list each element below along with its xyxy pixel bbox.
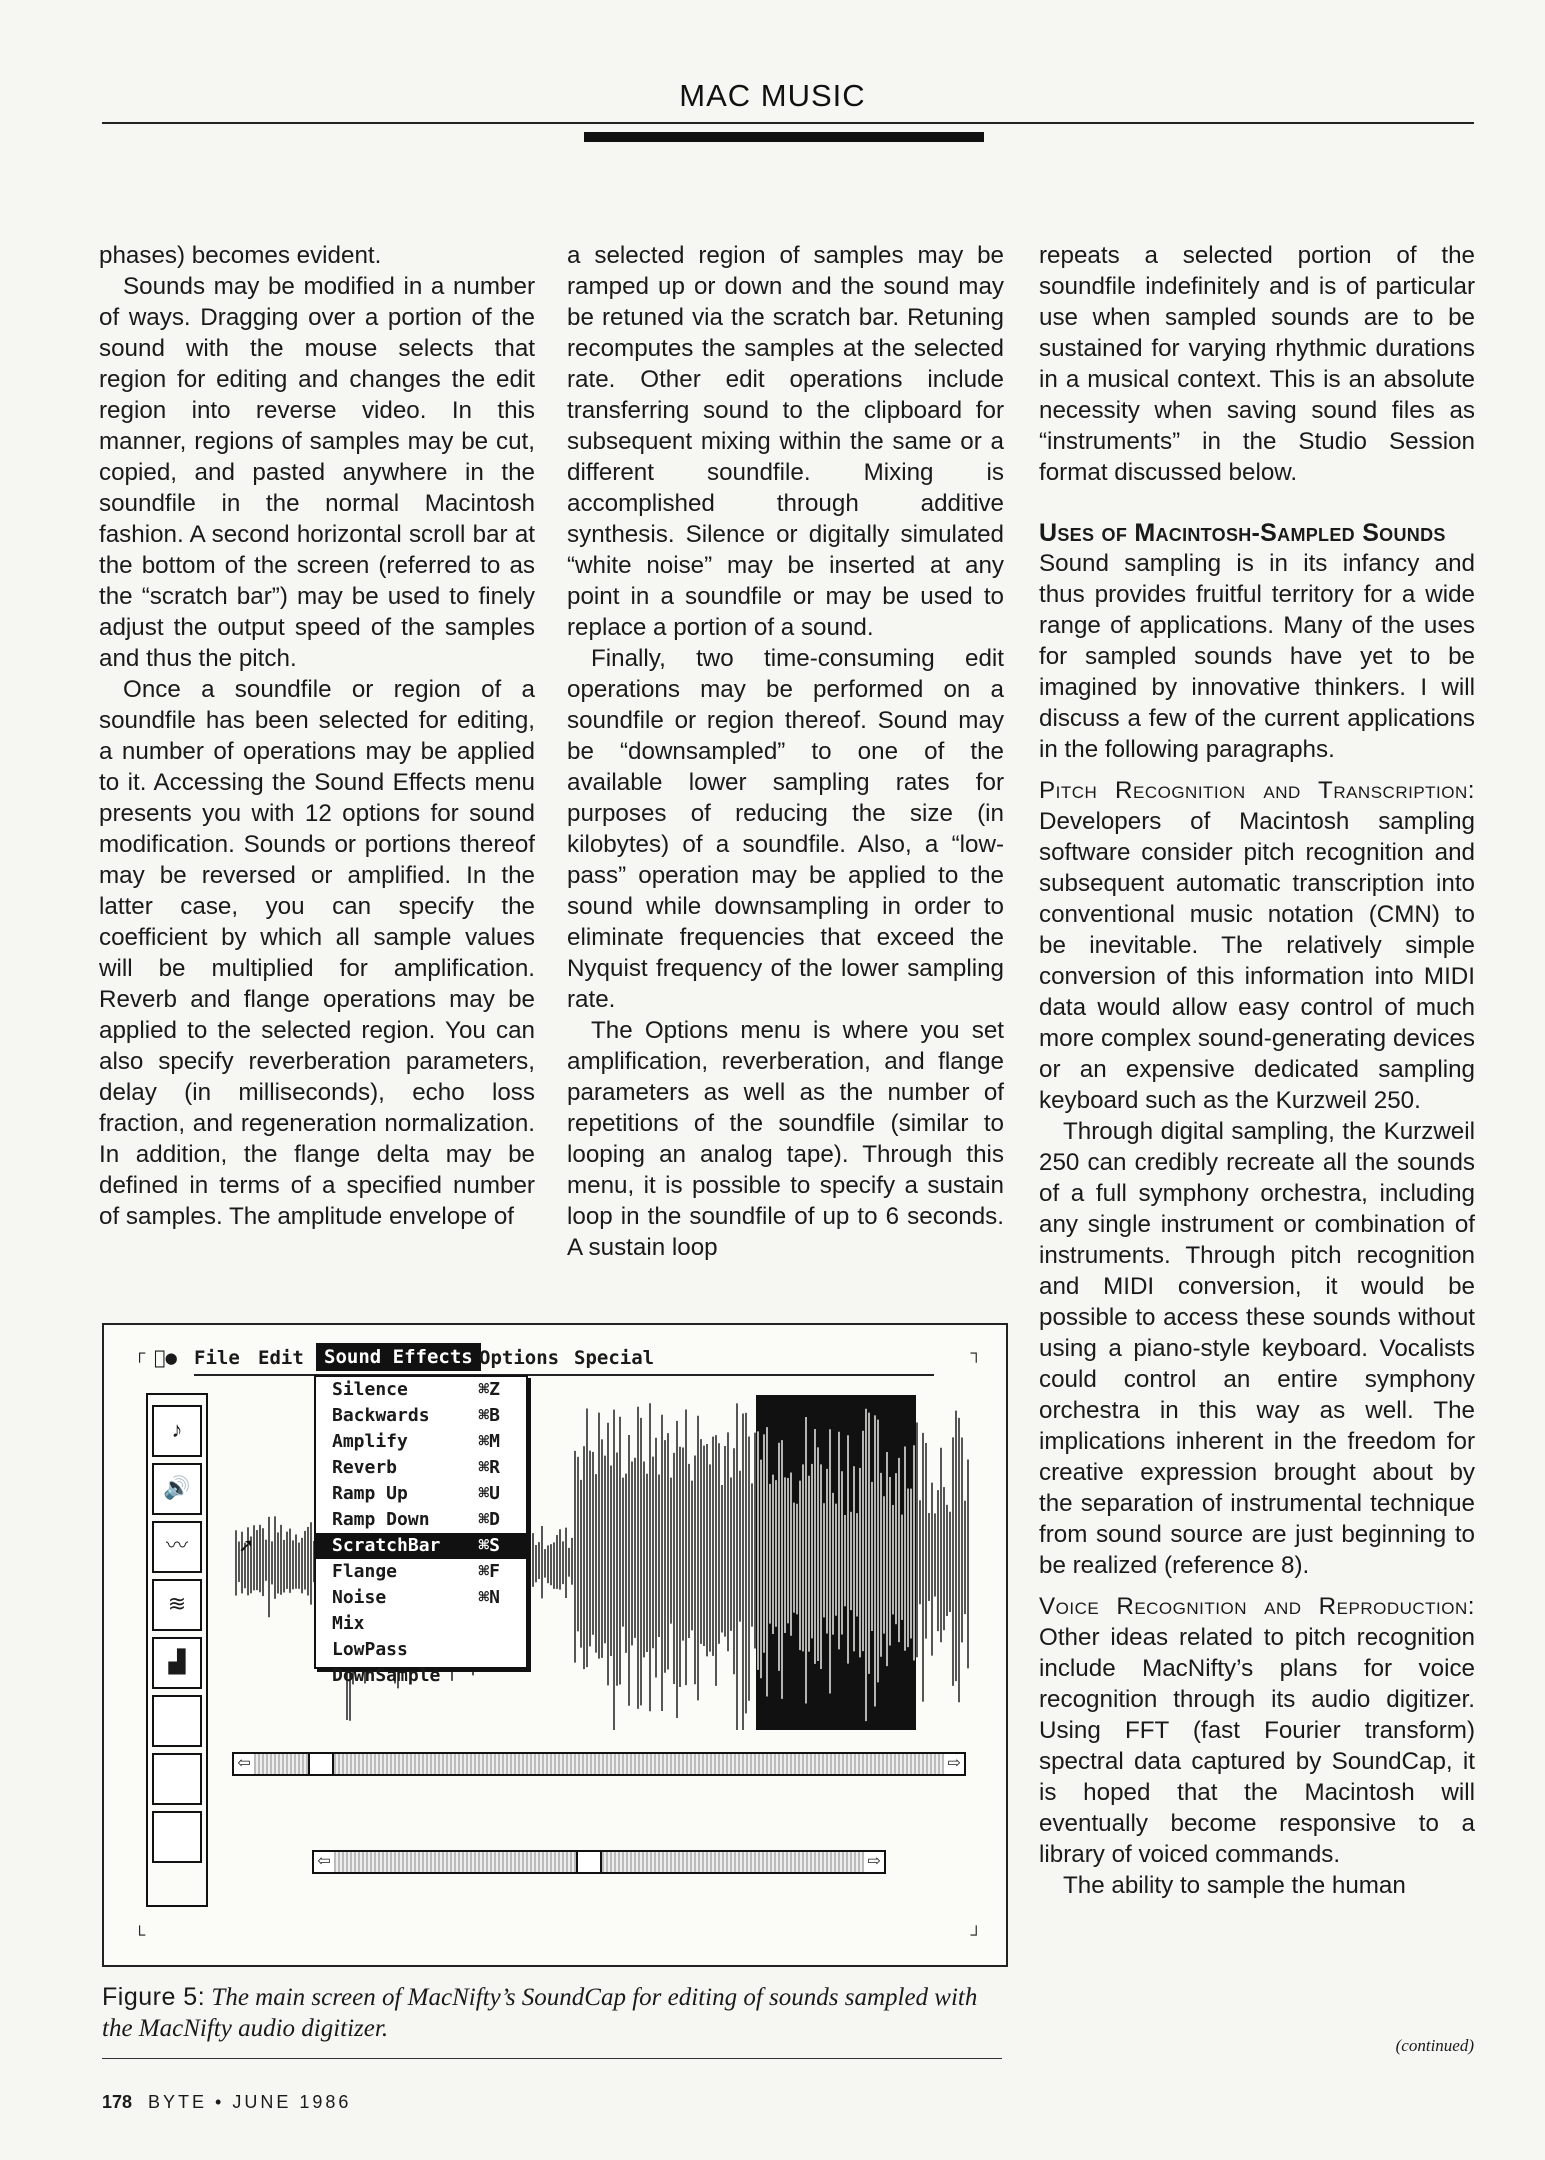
folio: [102, 2092, 351, 2113]
runin-heading: Pitch Recognition and Transcription:: [1039, 777, 1475, 804]
header-rule: [102, 122, 1474, 124]
horizontal-scroll-bar[interactable]: [232, 1752, 966, 1776]
menu-bar: [154, 1345, 974, 1373]
paragraph: The Options menu is where you set amplification, reverberation, and flange parameters as well as the number of repetitions of the soundfile (similar to looping an analog tape). Through this menu, it is possible to specify a sustain loop in the soundfile of up to 6 seconds. A sustain loop: [567, 1017, 1004, 1261]
paragraph: Sound sampling is in its infancy and thus provides fruitful territory for a wide range of applications. Many of the uses for sampled sounds have yet to be imagined by innovative thinkers. I will discuss a few of the current applications in the following paragraphs.: [1039, 550, 1475, 763]
menu-special[interactable]: Special: [574, 1347, 655, 1369]
paragraph: phases) becomes evident.: [99, 242, 382, 269]
menu-file[interactable]: File: [194, 1347, 240, 1369]
menu-item[interactable]: [316, 1403, 526, 1429]
menu-item-shortcut: ⌘F: [478, 1561, 500, 1582]
menu-item-label: Silence: [332, 1379, 408, 1400]
menu-item[interactable]: [316, 1429, 526, 1455]
menu-item-label: Reverb: [332, 1457, 398, 1478]
scroll-thumb[interactable]: [308, 1754, 334, 1774]
menu-item-label: Amplify: [332, 1431, 408, 1452]
column-1: [99, 240, 535, 1232]
menu-item[interactable]: [316, 1585, 526, 1611]
menu-item-shortcut: ⌘D: [478, 1509, 500, 1530]
paragraph-text: Developers of Macintosh sampling software consider pitch recognition and subsequent automatic transcription into conventional music notation (CMN) to be inevitable. The relatively simple conversion of this information into MIDI data would allow easy control of much more complex sound-generating devices or an expensive dedicated sampling keyboard such as the Kurzweil 250.: [1039, 808, 1475, 1114]
menu-item-shortcut: ⌘S: [478, 1535, 500, 1556]
paragraph: Through digital sampling, the Kurzweil 250 can credibly recreate all the sounds of a full symphony orchestra, including any single instrument or combination of instruments. Through pitch recognition and MIDI conversion, it would be possible to access these sounds without using a piano-style keyboard. Vocalists could control an entire symphony orchestra in this way as well. The implications inherent in the freedom for creative expression brought about by the separation of instrumental technique from sound source are just beginning to be realized (reference 8).: [1039, 1118, 1475, 1579]
caption-text: The main screen of MacNifty’s SoundCap for editing of sounds sampled with the MacNifty audio digitizer.: [102, 1984, 978, 2042]
mouse-pointer-icon: ➚: [238, 1535, 255, 1557]
screen-corner: ┐: [970, 1345, 982, 1362]
envelope-tool-icon[interactable]: ▟: [152, 1637, 202, 1689]
figure-caption: [102, 1982, 1002, 2044]
screen-corner: └: [134, 1927, 146, 1944]
scratch-left-arrow-icon[interactable]: ⇦: [314, 1852, 334, 1872]
menu-item[interactable]: [316, 1611, 526, 1637]
scroll-left-arrow-icon[interactable]: ⇦: [234, 1754, 254, 1774]
soundcap-screen: [134, 1345, 982, 1945]
menu-item-label: Ramp Down: [332, 1509, 430, 1530]
scratch-right-arrow-icon[interactable]: ⇨: [864, 1852, 884, 1872]
header-bar: [584, 132, 984, 142]
menu-options[interactable]: Options: [479, 1347, 560, 1369]
empty-tool-slot[interactable]: [152, 1753, 202, 1805]
scratch-bar[interactable]: [312, 1850, 886, 1874]
menu-item[interactable]: [316, 1533, 526, 1559]
menu-item-label: ScratchBar: [332, 1535, 441, 1556]
menu-item[interactable]: [316, 1559, 526, 1585]
menu-item-shortcut: ⌘R: [478, 1457, 500, 1478]
column-3: [1039, 240, 1475, 1901]
paragraph-text: Other ideas related to pitch recognition include MacNifty’s plans for voice recognition through its audio digitizer. Using FFT (fast Fourier transform) spectral data captured by SoundCap, it is hoped that the Macintosh will eventually become responsive to a library of voiced commands.: [1039, 1624, 1475, 1868]
paragraph: Finally, two time-consuming edit operations may be performed on a soundfile or region thereof. Sound may be “downsampled” to one of the available lower sampling rates for purposes of reducing the size (in kilobytes) of a soundfile. Also, a “low-pass” operation may be applied to the sound while downsampling in order to eliminate frequencies that exceed the Nyquist frequency of the lower sampling rate.: [567, 645, 1004, 1013]
paragraph: a selected region of samples may be ramped up or down and the sound may be retuned via the scratch bar. Retuning recomputes the samples at the selected rate. Other edit operations include transferring sound to the clipboard for subsequent mixing within the same or a different soundfile. Mixing is accomplished through additive synthesis. Silence or digitally simulated “white noise” may be inserted at any point in a soundfile or may be used to replace a portion of a sound.: [567, 242, 1004, 641]
menu-item-label: DownSample: [332, 1665, 441, 1686]
menu-item-label: LowPass: [332, 1639, 408, 1660]
paragraph: Once a soundfile or region of a soundfile has been selected for editing, a number of operations may be applied to it. Accessing the Sound Effects menu presents you with 12 options for sound modification. Sounds or portions thereof may be reversed or amplified. In the latter case, you can specify the coefficient by which all sample values will be multiplied for amplification. Reverb and flange operations may be applied to the selected region. You can also specify reverberation parameters, delay (in milliseconds), echo loss fraction, and regeneration normalization. In addition, the flange delta may be defined in terms of a specified number of samples. The amplitude envelope of: [99, 676, 535, 1230]
footer-rule: [102, 2058, 1002, 2059]
caption-label: Figure 5:: [102, 1983, 206, 2011]
menu-item[interactable]: [316, 1663, 526, 1689]
menu-item[interactable]: [316, 1377, 526, 1403]
menu-sound-effects[interactable]: Sound Effects: [316, 1343, 481, 1371]
empty-tool-slot[interactable]: [152, 1811, 202, 1863]
column-2: [567, 240, 1004, 1263]
wave-view-tool-icon[interactable]: 〰: [152, 1521, 202, 1573]
paragraph: The ability to sample the human: [1063, 1872, 1406, 1899]
section-heading: Uses of Macintosh-Sampled Sounds: [1039, 519, 1446, 547]
menu-item[interactable]: [316, 1637, 526, 1663]
play-tool-icon[interactable]: 🔊: [152, 1463, 202, 1515]
menu-item-label: Backwards: [332, 1405, 430, 1426]
menu-item-shortcut: ⌘U: [478, 1483, 500, 1504]
menu-item-shortcut: ⌘N: [478, 1587, 500, 1608]
apple-menu-icon[interactable]: ●: [154, 1347, 166, 1369]
paragraph: Sounds may be modified in a number of ways. Dragging over a portion of the sound with the mouse selects that region for editing and changes the edit region into reverse video. In this manner, regions of samples may be cut, copied, and pasted anywhere in the soundfile in the normal Macintosh fashion. A second horizontal scroll bar at the bottom of the screen (referred to as the “scratch bar”) may be used to finely adjust the output speed of the samples and thus the pitch.: [99, 273, 535, 672]
runin-heading: Voice Recognition and Reproduction:: [1039, 1593, 1475, 1620]
menu-item-shortcut: ⌘M: [478, 1431, 500, 1452]
menu-edit[interactable]: Edit: [258, 1347, 304, 1369]
magazine-issue: BYTE • JUNE 1986: [148, 2092, 352, 2112]
menubar-divider: [194, 1374, 934, 1376]
menu-item[interactable]: [316, 1481, 526, 1507]
menu-item[interactable]: [316, 1455, 526, 1481]
screen-corner: ┘: [970, 1927, 982, 1944]
section-title: MAC MUSIC: [679, 78, 866, 113]
continued-note: (continued): [1395, 2036, 1474, 2055]
menu-item-shortcut: ⌘Z: [478, 1379, 500, 1400]
paragraph: [1039, 1591, 1475, 1870]
scroll-right-arrow-icon[interactable]: ⇨: [944, 1754, 964, 1774]
paragraph: repeats a selected portion of the soundfile indefinitely and is of particular use when sampled sounds are to be sustained for varying rhythmic durations in a musical context. This is an absolute necessity when saving sound files as “instruments” in the Studio Session format discussed below.: [1039, 242, 1475, 486]
record-tool-icon[interactable]: ♪: [152, 1405, 202, 1457]
menu-item-shortcut: ⌘B: [478, 1405, 500, 1426]
menu-item[interactable]: [316, 1507, 526, 1533]
figure-5: [102, 1323, 1008, 1967]
menu-item-label: Noise: [332, 1587, 387, 1608]
menu-item-label: Flange: [332, 1561, 398, 1582]
sound-effects-menu: [314, 1375, 528, 1686]
screen-corner: ┌: [134, 1345, 146, 1362]
empty-tool-slot[interactable]: [152, 1695, 202, 1747]
scratch-thumb[interactable]: [576, 1852, 602, 1872]
menu-item-label: Ramp Up: [332, 1483, 408, 1504]
page-number: 178: [102, 2092, 133, 2112]
menu-item-label: Mix: [332, 1613, 365, 1634]
paragraph: [1039, 775, 1475, 1116]
wave-zoom-tool-icon[interactable]: ≋: [152, 1579, 202, 1631]
